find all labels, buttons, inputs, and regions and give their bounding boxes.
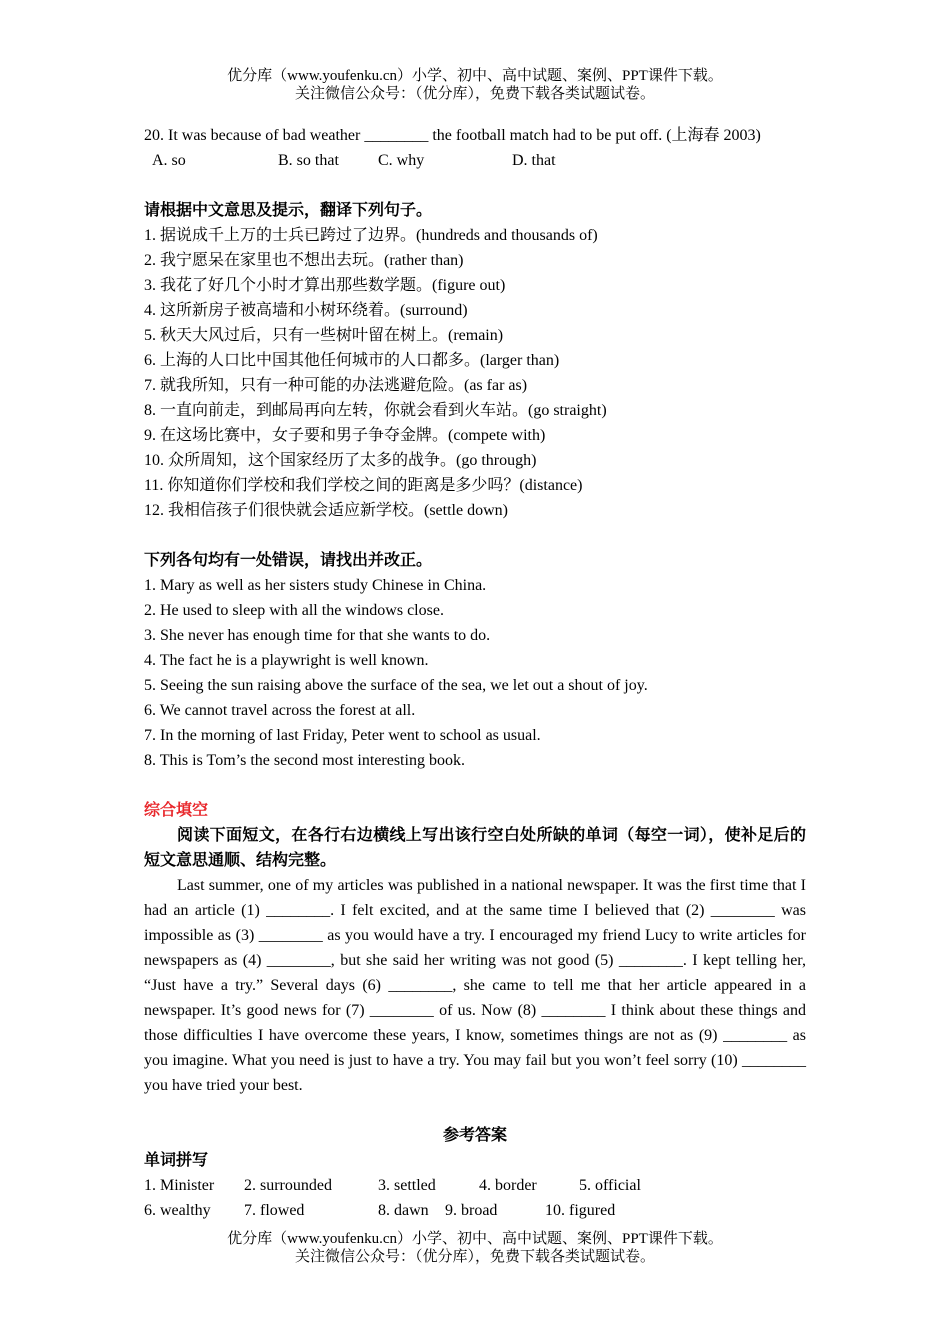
- cloze-passage: Last summer, one of my articles was published in a national newspaper. It was the first time that I had an article (1) ________. I felt excited, and at the same time I believed that (2) ________ was impossible as (3) ________ as you would have a try. I encouraged my friend Lucy to write articles for newspapers as (4) ________, but she said her writing was not good (5) ________. I kept telling her, “Just have a try.” Several days (6) ________, she came to tell me that her article appeared in a newspaper. It’s good news for (7) ________ of us. Now (8) ________ I think about these things and those difficulties I have overcome these years, I know, sometimes things are not as (9) ________ as you imagine. What you need is just to have a try. You may fail but you won’t feel sorry (10) ________ you have tried your best.: [144, 877, 806, 1094]
- cloze-instruction: 阅读下面短文，在各行右边横线上写出该行空白处所缺的单词（每空一词），使补足后的短文意思通顺、结构完整。: [144, 827, 806, 869]
- page-footer: [0, 1230, 950, 1266]
- question-20-options: [144, 148, 806, 173]
- answer-row-1: [144, 1173, 806, 1198]
- list-item: 2. 我宁愿呆在家里也不想出去玩。(rather than): [144, 252, 464, 269]
- answer-item: 9. broad: [445, 1202, 498, 1219]
- list-item: 1. Mary as well as her sisters study Chinese in China.: [144, 577, 487, 594]
- translation-list: [144, 223, 806, 523]
- answer-key-subtitle: 单词拼写: [144, 1152, 209, 1169]
- answer-item: 1. Minister: [144, 1177, 215, 1194]
- list-item: 5. 秋天大风过后，只有一些树叶留在树上。(remain): [144, 327, 504, 344]
- answer-row-2: [144, 1198, 806, 1223]
- list-item: 1. 据说成千上万的士兵已跨过了边界。(hundreds and thousands of): [144, 227, 598, 244]
- list-item: 10. 众所周知，这个国家经历了太多的战争。(go through): [144, 452, 537, 469]
- answer-item: 10. figured: [545, 1202, 616, 1219]
- list-item: 12. 我相信孩子们很快就会适应新学校。(settle down): [144, 502, 508, 519]
- list-item: 6. 上海的人口比中国其他任何城市的人口都多。(larger than): [144, 352, 560, 369]
- list-item: 7. 就我所知，只有一种可能的办法逃避危险。(as far as): [144, 377, 528, 394]
- list-item: 8. This is Tom’s the second most interesting book.: [144, 752, 465, 769]
- list-item: 11. 你知道你们学校和我们学校之间的距离是多少吗？(distance): [144, 477, 583, 494]
- answer-item: 7. flowed: [244, 1202, 305, 1219]
- list-item: 4. 这所新房子被高墙和小树环绕着。(surround): [144, 302, 468, 319]
- footer-line-2: 关注微信公众号：（优分库），免费下载各类试题试卷。: [294, 1249, 655, 1265]
- list-item: 5. Seeing the sun raising above the surface of the sea, we let out a shout of joy.: [144, 677, 648, 694]
- header-line-2: 关注微信公众号：（优分库），免费下载各类试题试卷。: [294, 86, 655, 102]
- error-correction-list: [144, 573, 806, 773]
- answer-item: 3. settled: [378, 1177, 436, 1194]
- answer-item: 2. surrounded: [244, 1177, 332, 1194]
- option-a: A. so: [152, 152, 186, 169]
- cloze-title: 综合填空: [144, 802, 209, 819]
- error-correction-heading: 下列各句均有一处错误，请找出并改正。: [144, 552, 433, 569]
- answer-item: 8. dawn: [378, 1202, 429, 1219]
- list-item: 2. He used to sleep with all the windows close.: [144, 602, 444, 619]
- page-header-top: [0, 67, 950, 103]
- list-item: 9. 在这场比赛中，女子要和男子争夺金牌。(compete with): [144, 427, 546, 444]
- footer-line-1: 优分库（www.youfenku.cn）小学、初中、高中试题、案例、PPT课件下载。: [227, 1231, 723, 1247]
- option-c: C. why: [378, 152, 425, 169]
- list-item: 4. The fact he is a playwright is well known.: [144, 652, 429, 669]
- list-item: 6. We cannot travel across the forest at all.: [144, 702, 416, 719]
- answer-key-title: 参考答案: [442, 1127, 507, 1144]
- list-item: 8. 一直向前走，到邮局再向左转，你就会看到火车站。(go straight): [144, 402, 607, 419]
- answer-item: 5. official: [579, 1177, 641, 1194]
- translation-heading: 请根据中文意思及提示，翻译下列句子。: [144, 202, 433, 219]
- header-line-1: 优分库（www.youfenku.cn）小学、初中、高中试题、案例、PPT课件下载。: [227, 68, 723, 84]
- option-d: D. that: [512, 152, 556, 169]
- list-item: 3. She never has enough time for that she wants to do.: [144, 627, 491, 644]
- answer-item: 6. wealthy: [144, 1202, 211, 1219]
- list-item: 3. 我花了好几个小时才算出那些数学题。(figure out): [144, 277, 506, 294]
- option-b: B. so that: [278, 152, 339, 169]
- question-20-stem: 20. It was because of bad weather ________ the football match had to be put off. (上海春 2003): [144, 127, 761, 144]
- answer-item: 4. border: [479, 1177, 537, 1194]
- list-item: 7. In the morning of last Friday, Peter went to school as usual.: [144, 727, 541, 744]
- document-body: [144, 123, 806, 1223]
